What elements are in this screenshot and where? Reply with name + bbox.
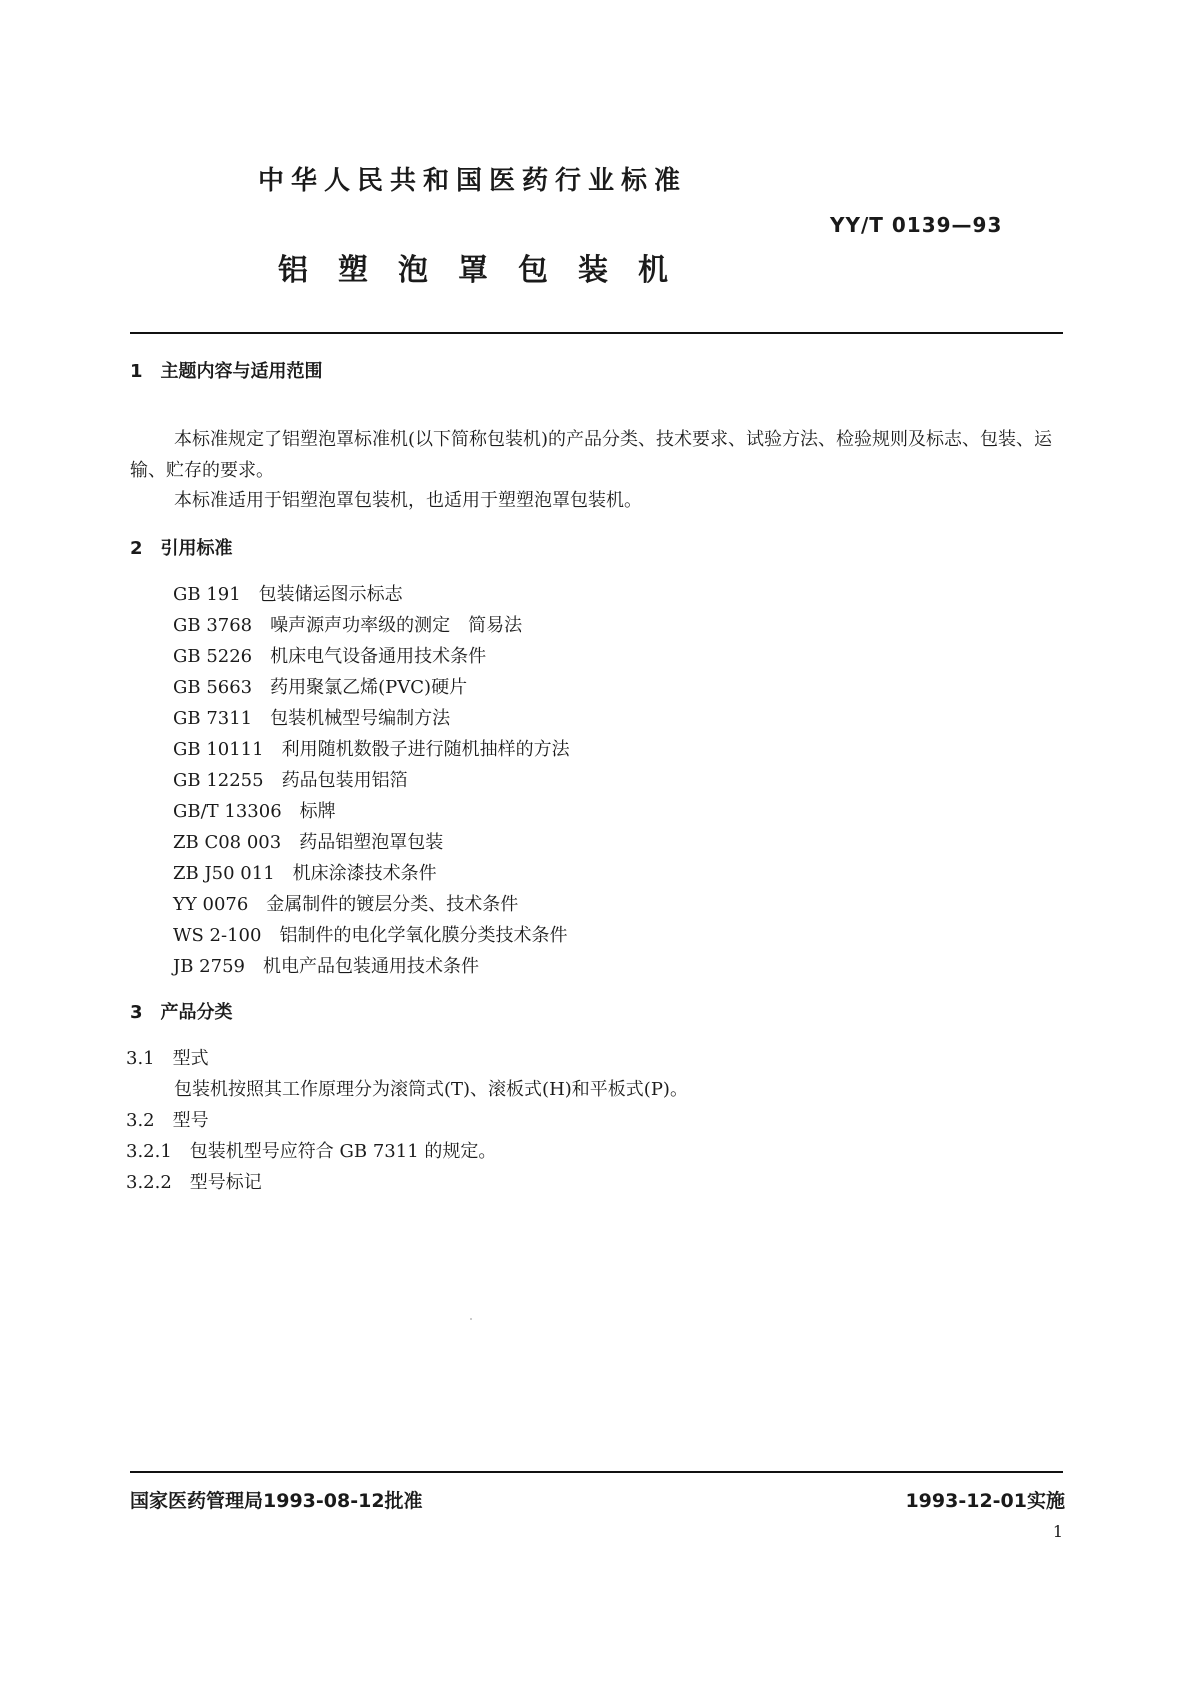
reference-item: YY 0076 金属制件的镀层分类、技术条件 [173, 894, 519, 915]
standard-number: YY/T 0139—93 [830, 213, 1003, 237]
section-3-heading: 3 产品分类 [130, 1002, 233, 1023]
page-number: 1 [1052, 1522, 1063, 1541]
reference-item: GB 7311 包装机械型号编制方法 [173, 708, 451, 729]
subsection-3-2-heading: 3.2 型号 [126, 1110, 209, 1131]
reference-item: ZB C08 003 药品铝塑泡罩包装 [173, 832, 444, 853]
reference-item: GB 10111 利用随机数骰子进行随机抽样的方法 [173, 739, 570, 760]
section-1-paragraph-1: 本标准规定了铝塑泡罩标准机(以下简称包装机)的产品分类、技术要求、试验方法、检验规则及标志、包装、运输、贮存的要求。 [130, 429, 1053, 481]
reference-item: GB 5226 机床电气设备通用技术条件 [173, 646, 487, 667]
reference-item: GB/T 13306 标牌 [173, 801, 336, 822]
standard-category-title: 中华人民共和国医药行业标准 [258, 166, 688, 196]
document-title: 铝塑泡罩包装机 [278, 253, 698, 288]
header-divider [130, 332, 1063, 334]
subsection-3-2-2: 3.2.2 型号标记 [126, 1172, 262, 1193]
footer-divider [130, 1471, 1063, 1473]
scan-speck [470, 1318, 472, 1320]
reference-item: JB 2759 机电产品包装通用技术条件 [173, 956, 479, 977]
reference-item: ZB J50 011 机床涂漆技术条件 [173, 863, 437, 884]
section-1-paragraph-2: 本标准适用于铝塑泡罩包装机，也适用于塑塑泡罩包装机。 [174, 490, 642, 511]
approval-date: 国家医药管理局1993-08-12批准 [130, 1490, 423, 1512]
reference-item: GB 12255 药品包装用铝箔 [173, 770, 408, 791]
subsection-3-1-text: 包装机按照其工作原理分为滚筒式(T)、滚板式(H)和平板式(P)。 [174, 1079, 688, 1100]
section-2-heading: 2 引用标准 [130, 538, 233, 559]
effective-date: 1993-12-01实施 [905, 1490, 1065, 1512]
subsection-3-1-heading: 3.1 型式 [126, 1048, 209, 1069]
subsection-3-2-1: 3.2.1 包装机型号应符合 GB 7311 的规定。 [126, 1141, 497, 1162]
reference-item: WS 2-100 铝制件的电化学氧化膜分类技术条件 [173, 925, 568, 946]
reference-item: GB 5663 药用聚氯乙烯(PVC)硬片 [173, 677, 468, 698]
section-1-heading: 1 主题内容与适用范围 [130, 361, 323, 382]
reference-item: GB 191 包装储运图示标志 [173, 584, 403, 605]
reference-item: GB 3768 噪声源声功率级的测定 简易法 [173, 615, 523, 636]
